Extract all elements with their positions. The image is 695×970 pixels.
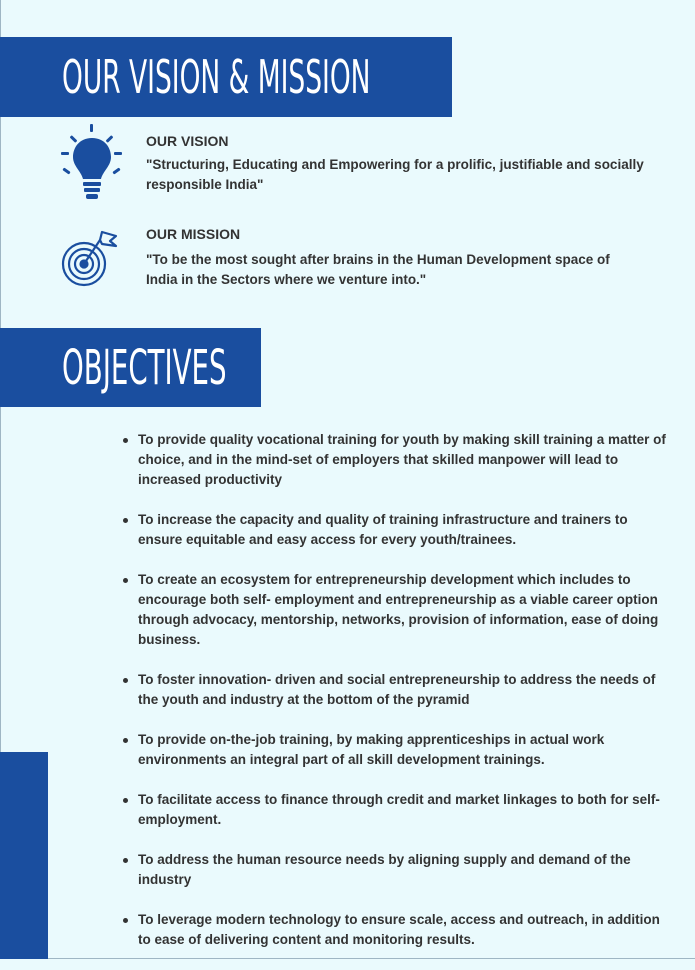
objective-item: To foster innovation- driven and social entrepreneurship to address the needs of the youth and industry at the bottom of the pyramid [120, 670, 672, 710]
vision-mission-heading [0, 37, 452, 117]
objectives-list [120, 430, 672, 970]
objectives-heading-text: OBJECTIVES [62, 339, 227, 396]
objective-item: To facilitate access to finance through credit and market linkages to both for self- employment. [120, 790, 672, 830]
objective-item: To leverage modern technology to ensure scale, access and outreach, in addition to ease of delivering content and monitoring results. [120, 910, 672, 950]
objective-item: To create an ecosystem for entrepreneurship development which includes to encourage both self- employment and entrepreneurship as a viable career option through advocacy, mentorship, networks, provision of information, ease of doing business. [120, 570, 672, 650]
vision-mission-heading-text: OUR VISION & MISSION [62, 50, 371, 104]
mission-title: OUR MISSION [146, 226, 241, 242]
side-accent-bar [0, 752, 48, 959]
objective-item: To provide quality vocational training for youth by making skill training a matter of choice, and in the mind-set of employers that skilled manpower will lead to increased productivity [120, 430, 672, 490]
objective-item: To provide on-the-job training, by making apprenticeships in actual work environments an integral part of all skill development trainings. [120, 730, 672, 770]
target-flag-icon [60, 228, 126, 290]
vision-text: "Structuring, Educating and Empowering for a prolific, justifiable and socially responsible India" [146, 157, 644, 192]
objective-item: To increase the capacity and quality of training infrastructure and trainers to ensure equitable and easy access for every youth/trainees. [120, 510, 672, 550]
lightbulb-icon [60, 122, 124, 204]
objective-item: To address the human resource needs by aligning supply and demand of the industry [120, 850, 672, 890]
mission-text: "To be the most sought after brains in the Human Development space of India in the Sectors where we venture into." [146, 252, 610, 287]
objectives-heading [0, 328, 261, 407]
vision-title: OUR VISION [146, 133, 229, 149]
